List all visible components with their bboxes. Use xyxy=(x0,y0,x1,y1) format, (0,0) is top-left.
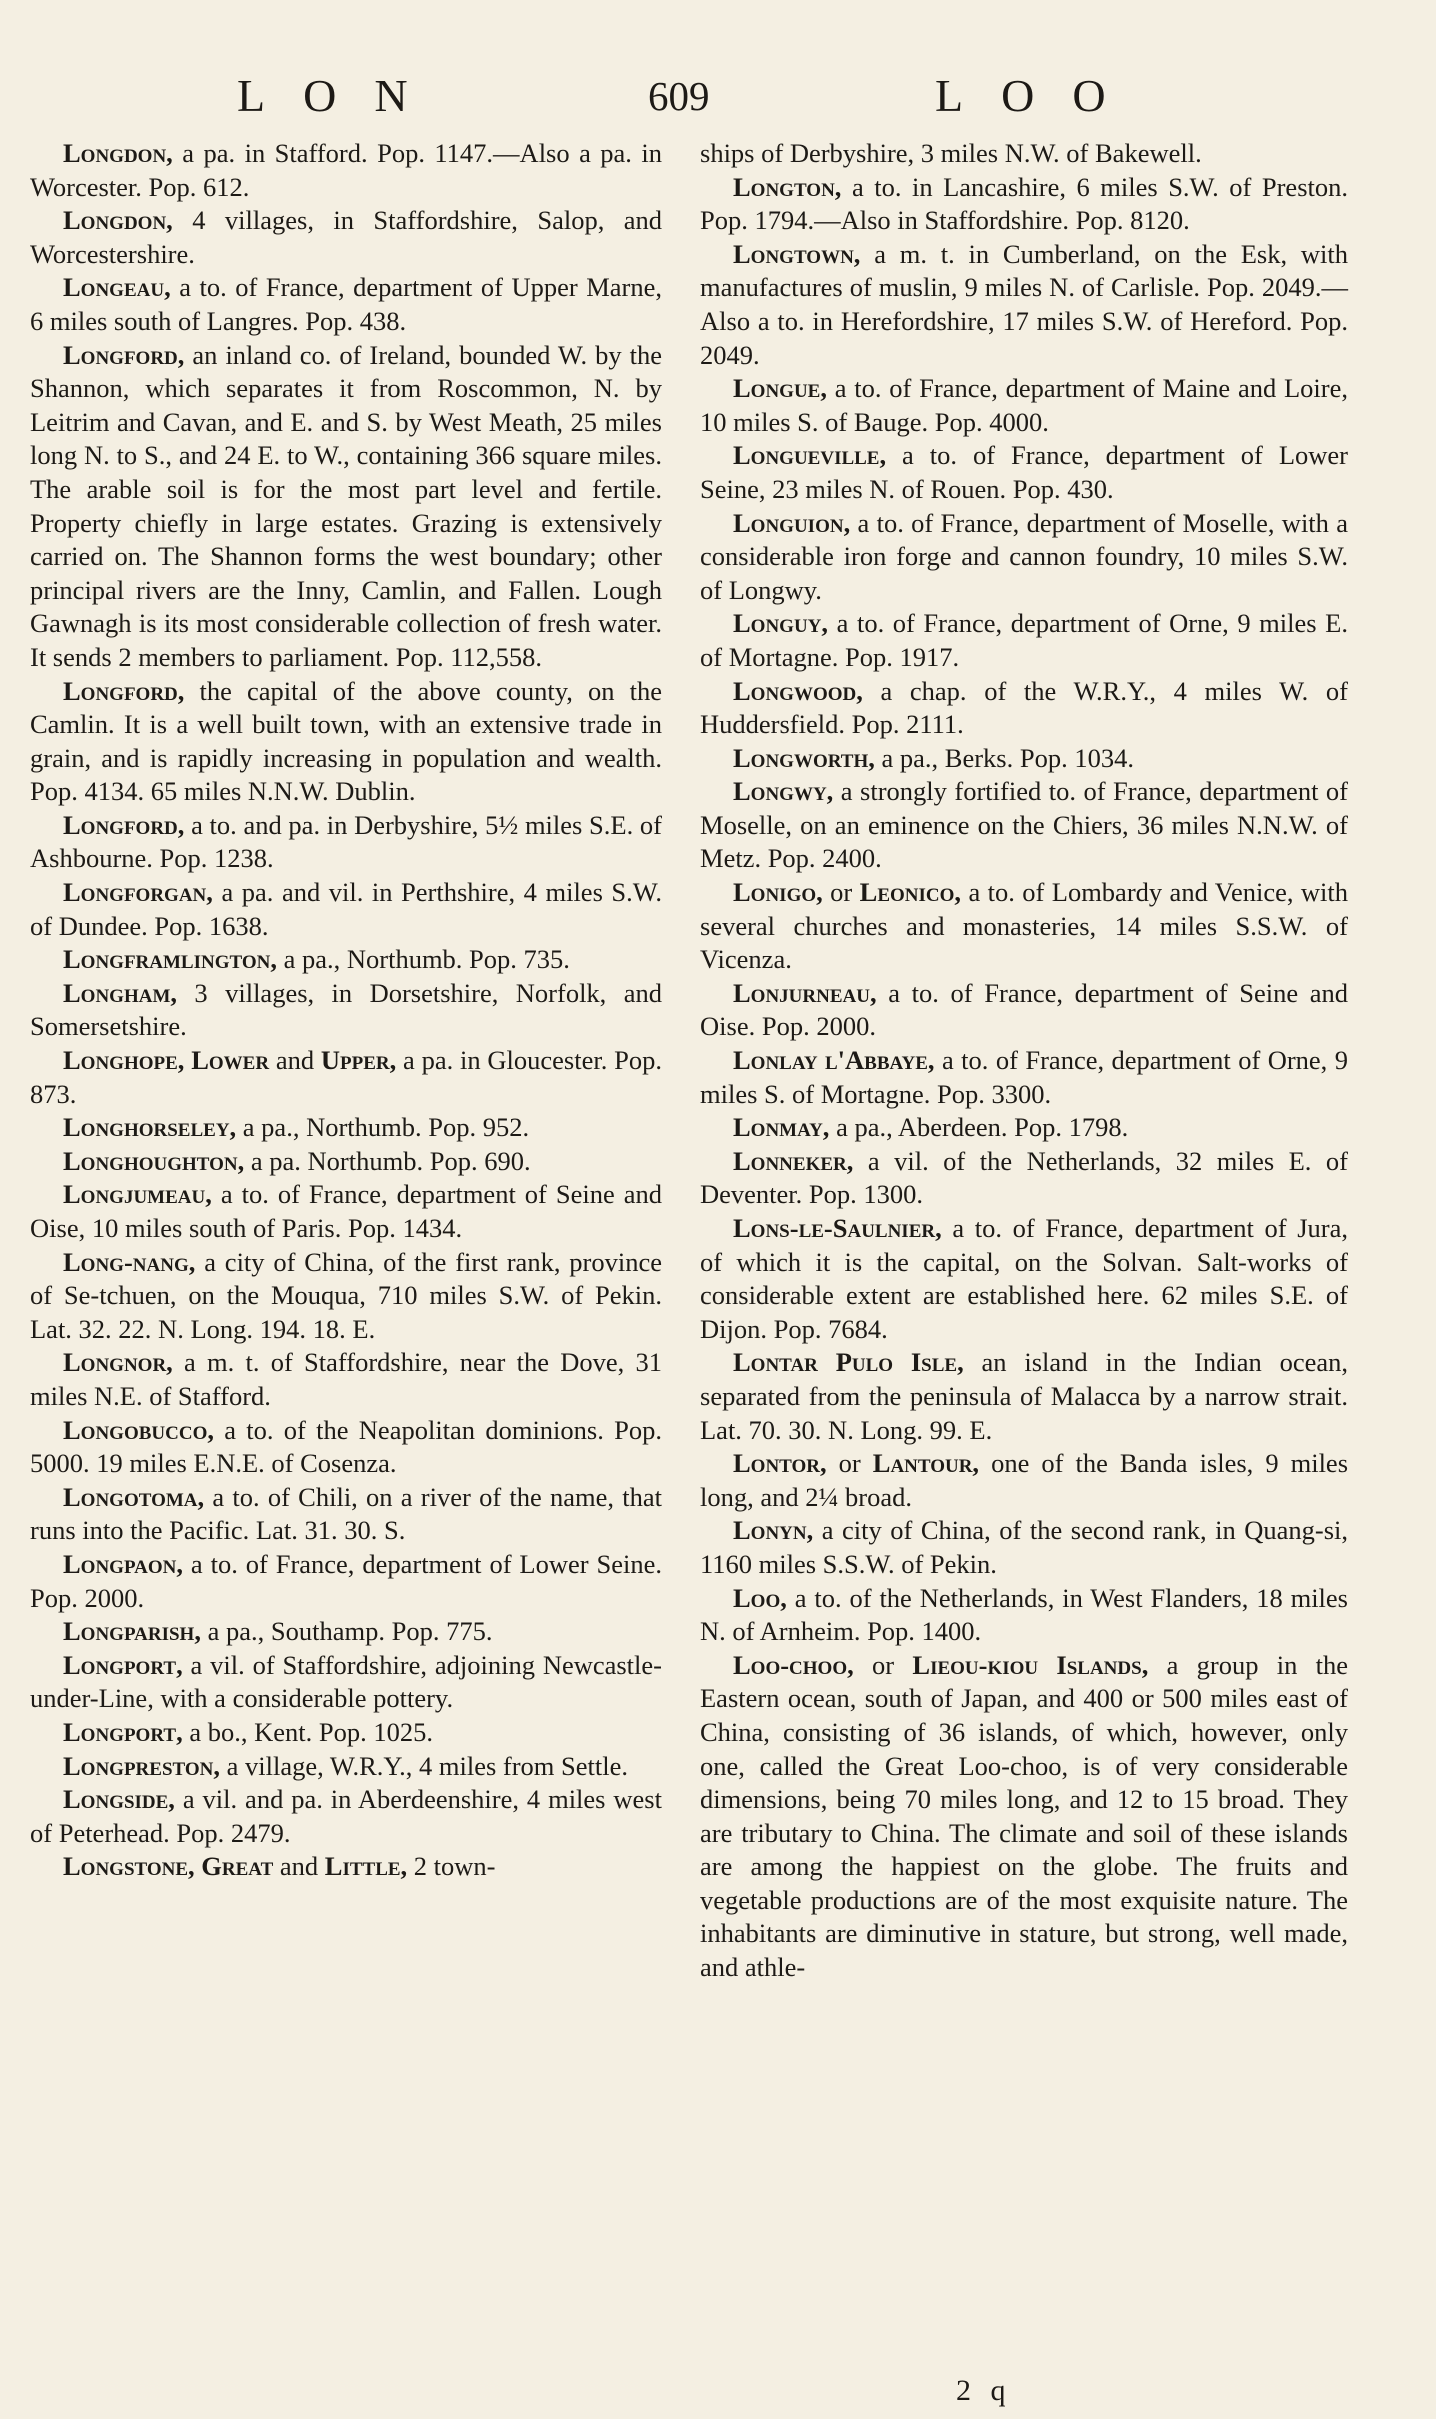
entry-headword: Longport, xyxy=(63,1649,183,1680)
gazetteer-entry xyxy=(700,1346,1348,1447)
entry-headword: Lonneker, xyxy=(733,1145,854,1176)
entry-text: a pa., Berks. Pop. 1034. xyxy=(874,742,1134,773)
entry-text: a to. of the Netherlands, in West Flanders, 18 miles N. of Arnheim. Pop. 1400. xyxy=(700,1582,1348,1647)
entry-text: 2 town- xyxy=(407,1851,496,1882)
entry-headword: Longhorseley, xyxy=(63,1112,237,1143)
entry-text: a to. of France, department of Lower Seine, 23 miles N. of Rouen. Pop. 430. xyxy=(700,440,1348,504)
entry-headword: Lantour, xyxy=(872,1448,980,1479)
entry-headword: Longobucco, xyxy=(63,1414,214,1445)
entry-text: ships of Derbyshire, 3 miles N.W. of Bakewell. xyxy=(700,138,1202,168)
entry-headword: Longpaon, xyxy=(63,1548,183,1579)
gazetteer-entry xyxy=(30,1481,662,1548)
gazetteer-entry xyxy=(30,1548,662,1615)
entry-headword: Longnor, xyxy=(63,1347,173,1378)
gazetteer-entry xyxy=(700,372,1348,439)
entry-headword: Lonlay l'Abbaye, xyxy=(733,1045,935,1076)
gazetteer-entry xyxy=(700,238,1348,372)
entry-text: one of the Banda isles, 9 miles long, and 2¼ broad. xyxy=(700,1448,1349,1512)
header-left-guide-word: LON xyxy=(237,70,446,121)
gazetteer-entry xyxy=(700,1447,1348,1514)
entry-text: a to. of France, department of Orne, 9 miles E. of Mortagne. Pop. 1917. xyxy=(700,608,1348,672)
entry-headword: Longton, xyxy=(733,171,842,202)
entry-text: a to. of France, department of Seine and Oise, 10 miles south of Paris. Pop. 1434. xyxy=(30,1179,662,1243)
gazetteer-entry xyxy=(30,1850,662,1884)
gazetteer-entry xyxy=(700,507,1348,608)
entry-text: or xyxy=(853,1649,913,1680)
entry-text: a to. of France, department of Upper Marne, 6 miles south of Langres. Pop. 438. xyxy=(30,272,662,336)
entry-headword: Longside, xyxy=(63,1784,175,1815)
entry-text: a to. of France, department of Orne, 9 miles S. of Mortagne. Pop. 3300. xyxy=(700,1045,1349,1109)
entry-headword: Longport, xyxy=(63,1716,183,1747)
entry-text: a vil. of the Netherlands, 32 miles E. of Deventer. Pop. 1300. xyxy=(700,1145,1348,1210)
entry-text: a to. of Chili, on a river of the name, that runs into the Pacific. Lat. 31. 30. S. xyxy=(30,1481,662,1546)
entry-text: a vil. and pa. in Aberdeenshire, 4 miles west of Peterhead. Pop. 2479. xyxy=(30,1784,662,1848)
entry-headword: Longdon, xyxy=(63,138,173,168)
entry-text: a pa., Southamp. Pop. 775. xyxy=(200,1616,493,1647)
entry-headword: Longford, xyxy=(63,339,185,370)
header-right-guide-word: LOO xyxy=(935,70,1144,121)
gazetteer-entry xyxy=(700,977,1348,1044)
entry-text: a to. of the Neapolitan dominions. Pop. 5000. 19 miles E.N.E. of Cosenza. xyxy=(30,1414,662,1479)
entry-text: a bo., Kent. Pop. 1025. xyxy=(182,1716,433,1747)
gazetteer-entry xyxy=(30,943,662,977)
entry-headword: Leonico, xyxy=(859,877,962,908)
entry-text: a m. t. in Cumberland, on the Esk, with manufactures of muslin, 9 miles N. of Carlisle. Pop. 2049.—Also a to. in Herefordshire, 17 miles S.W. of Hereford. Pop. 2049. xyxy=(700,238,1348,370)
entry-headword: Lieou-kiou Islands, xyxy=(912,1649,1149,1680)
gazetteer-entry xyxy=(30,1178,662,1245)
entry-text: and xyxy=(273,1851,325,1882)
entry-headword: Lonmay, xyxy=(733,1112,830,1143)
entry-text: a to. of France, department of Moselle, with a considerable iron forge and cannon foundry, 10 miles S.W. of Longwy. xyxy=(700,507,1348,605)
entry-headword: Longforgan, xyxy=(63,877,213,908)
entry-headword: Longeau, xyxy=(63,272,171,303)
entry-headword: Lontar Pulo Isle, xyxy=(733,1347,964,1378)
gazetteer-entry xyxy=(700,1514,1348,1581)
entry-text: a pa., Aberdeen. Pop. 1798. xyxy=(829,1112,1129,1143)
entry-text: a to. of France, department of Lower Seine. Pop. 2000. xyxy=(30,1548,662,1613)
entry-text: a m. t. of Staffordshire, near the Dove, 31 miles N.E. of Stafford. xyxy=(30,1347,662,1411)
gazetteer-entry xyxy=(30,1346,662,1413)
entry-text: a pa., Northumb. Pop. 952. xyxy=(236,1112,530,1143)
entry-text: a city of China, of the first rank, province of Se-tchuen, on the Mouqua, 710 miles S.W. of Pekin. Lat. 32. 22. N. Long. 194. 18. E. xyxy=(30,1246,662,1344)
entry-text: a pa. and vil. in Perthshire, 4 miles S.W. of Dundee. Pop. 1638. xyxy=(30,877,662,941)
gazetteer-entry xyxy=(30,675,662,809)
gazetteer-entry xyxy=(30,1246,662,1347)
entry-text: a to. of France, department of Maine and Loire, 10 miles S. of Bauge. Pop. 4000. xyxy=(700,373,1348,437)
entry-text: a to. in Lancashire, 6 miles S.W. of Preston. Pop. 1794.—Also in Staffordshire. Pop. 8120. xyxy=(700,171,1348,236)
entry-headword: Longtown, xyxy=(733,238,861,269)
entry-text: a to. of France, department of Jura, of which it is the capital, on the Solvan. Salt-works of considerable extent are established here. 62 miles S.E. of Dijon. Pop. 7684. xyxy=(700,1213,1348,1344)
page-number: 609 xyxy=(648,73,710,119)
entry-headword: Longframlington, xyxy=(63,944,277,975)
entry-headword: Longuy, xyxy=(733,608,829,639)
entry-headword: Longford, xyxy=(63,675,185,706)
gazetteer-entry xyxy=(30,1145,662,1179)
entry-text: a village, W.R.Y., 4 miles from Settle. xyxy=(219,1750,629,1781)
entry-text: 4 villages, in Staffordshire, Salop, and Worcestershire. xyxy=(30,205,662,269)
entry-headword: Lontor, xyxy=(733,1448,827,1479)
entry-headword: Longotoma, xyxy=(63,1481,205,1512)
entry-text: 3 villages, in Dorsetshire, Norfolk, and Somersetshire. xyxy=(30,977,662,1042)
entry-text: a pa. Northumb. Pop. 690. xyxy=(244,1145,531,1176)
gazetteer-entry xyxy=(700,775,1348,876)
entry-text: and xyxy=(269,1045,321,1076)
entry-headword: Long-nang, xyxy=(63,1246,196,1277)
entry-headword: Longuion, xyxy=(733,507,851,538)
entry-text: or xyxy=(822,877,860,908)
gazetteer-entry xyxy=(700,876,1348,977)
gazetteer-entry xyxy=(700,675,1348,742)
entry-headword: Longwy, xyxy=(733,776,834,807)
entry-headword: Longdon, xyxy=(63,205,173,236)
gazetteer-entry xyxy=(30,137,662,204)
gazetteer-entry xyxy=(30,809,662,876)
gazetteer-entry xyxy=(30,1111,662,1145)
entry-headword: Longstone, Great xyxy=(63,1851,274,1882)
entry-headword: Longpreston, xyxy=(63,1750,220,1781)
entry-headword: Longjumeau, xyxy=(63,1179,212,1210)
gazetteer-entry xyxy=(30,1414,662,1481)
gazetteer-entry xyxy=(30,1044,662,1111)
gazetteer-entry xyxy=(700,1044,1348,1111)
gazetteer-entry xyxy=(700,137,1348,171)
gazetteer-entry xyxy=(30,271,662,338)
gazetteer-entry xyxy=(30,1615,662,1649)
entry-text: a group in the Eastern ocean, south of Japan, and 400 or 500 miles east of China, consisting of 36 islands, of which, however, only one, called the Great Loo-choo, is of very considerable dimensions, being 70 miles long, and 12 to 15 broad. They are tributary to China. The climate and soil of these islands are among the happiest on the globe. The fruits and vegetable productions are of the most exquisite nature. The inhabitants are diminutive in stature, but strong, well made, and athle- xyxy=(700,1649,1349,1983)
entry-text: or xyxy=(826,1448,873,1479)
entry-text: a to. and pa. in Derbyshire, 5½ miles S.E. of Ashbourne. Pop. 1238. xyxy=(30,809,662,874)
gazetteer-entry xyxy=(700,439,1348,506)
gazetteer-entry xyxy=(30,339,662,675)
entry-text: a strongly fortified to. of France, department of Moselle, on an eminence on the Chiers, 36 miles N.N.W. of Metz. Pop. 2400. xyxy=(700,776,1348,874)
entry-text: a city of China, of the second rank, in Quang-si, 1160 miles S.S.W. of Pekin. xyxy=(700,1515,1348,1579)
entry-headword: Little, xyxy=(324,1851,408,1882)
gazetteer-entry xyxy=(700,1212,1348,1346)
entry-headword: Loo, xyxy=(733,1582,787,1613)
gazetteer-entry xyxy=(700,171,1348,238)
gazetteer-entry xyxy=(30,1750,662,1784)
gazetteer-entry xyxy=(700,1582,1348,1649)
page-header xyxy=(0,66,1436,126)
gazetteer-entry xyxy=(30,876,662,943)
entry-headword: Longue, xyxy=(733,373,827,404)
entry-text: an inland co. of Ireland, bounded W. by the Shannon, which separates it from Roscommon, N. by Leitrim and Cavan, and E. and S. by West Meath, 25 miles long N. to S., and 24 E. to W., containing 366 square miles. The arable soil is for the most part level and fertile. Property chiefly in large estates. Grazing is extensively carried on. The Shannon forms the west boundary; other principal rivers are the Inny, Camlin, and Fallen. Lough Gawnagh is its most considerable collection of fresh water. It sends 2 members to parliament. Pop. 112,558. xyxy=(30,339,662,672)
entry-headword: Longworth, xyxy=(733,742,875,773)
right-column xyxy=(700,137,1348,1985)
gazetteer-entry xyxy=(30,204,662,271)
entry-headword: Loo-choo, xyxy=(733,1649,854,1680)
entry-headword: Longueville, xyxy=(733,440,887,471)
entry-text: a pa., Northumb. Pop. 735. xyxy=(276,944,570,975)
entry-headword: Longham, xyxy=(63,977,178,1008)
gazetteer-entry xyxy=(30,977,662,1044)
signature-mark: 2 q xyxy=(956,2374,1012,2407)
entry-headword: Lons-le-Saulnier, xyxy=(733,1213,942,1243)
entry-headword: Longparish, xyxy=(63,1616,201,1647)
entry-headword: Lonyn, xyxy=(733,1515,814,1546)
gazetteer-entry xyxy=(30,1716,662,1750)
entry-headword: Longwood, xyxy=(733,675,863,706)
entry-text: a vil. of Staffordshire, adjoining Newcastle-under-Line, with a considerable pottery. xyxy=(30,1649,662,1714)
entry-text: the capital of the above county, on the Camlin. It is a well built town, with an extensive trade in grain, and is rapidly increasing in population and wealth. Pop. 4134. 65 miles N.N.W. Dublin. xyxy=(30,675,662,807)
entry-text: an island in the Indian ocean, separated from the peninsula of Malacca by a narrow strait. Lat. 70. 30. N. Long. 99. E. xyxy=(700,1347,1348,1445)
gazetteer-entry xyxy=(700,607,1348,674)
entry-text: a to. of France, department of Seine and Oise. Pop. 2000. xyxy=(700,977,1348,1042)
gazetteer-entry xyxy=(30,1649,662,1716)
entry-text: a chap. of the W.R.Y., 4 miles W. of Huddersfield. Pop. 2111. xyxy=(700,675,1348,740)
entry-text: a pa. in Stafford. Pop. 1147.—Also a pa. in Worcester. Pop. 612. xyxy=(30,138,662,202)
entry-headword: Lonigo, xyxy=(733,877,823,908)
gazetteer-entry xyxy=(30,1783,662,1850)
entry-headword: Longhoughton, xyxy=(63,1145,245,1176)
entry-headword: Lonjurneau, xyxy=(733,977,877,1008)
gazetteer-entry xyxy=(700,1649,1348,1985)
entry-headword: Longhope, Lower xyxy=(63,1045,270,1076)
gazetteer-entry xyxy=(700,1145,1348,1212)
gazetteer-entry xyxy=(700,742,1348,776)
gazetteer-entry xyxy=(700,1111,1348,1145)
entry-text: a to. of Lombardy and Venice, with several churches and monasteries, 14 miles S.S.W. of Vicenza. xyxy=(700,877,1348,975)
entry-headword: Longford, xyxy=(63,809,185,840)
entry-text: a pa. in Gloucester. Pop. 873. xyxy=(30,1045,663,1109)
entry-headword: Upper, xyxy=(320,1045,397,1076)
left-column xyxy=(30,137,662,1884)
